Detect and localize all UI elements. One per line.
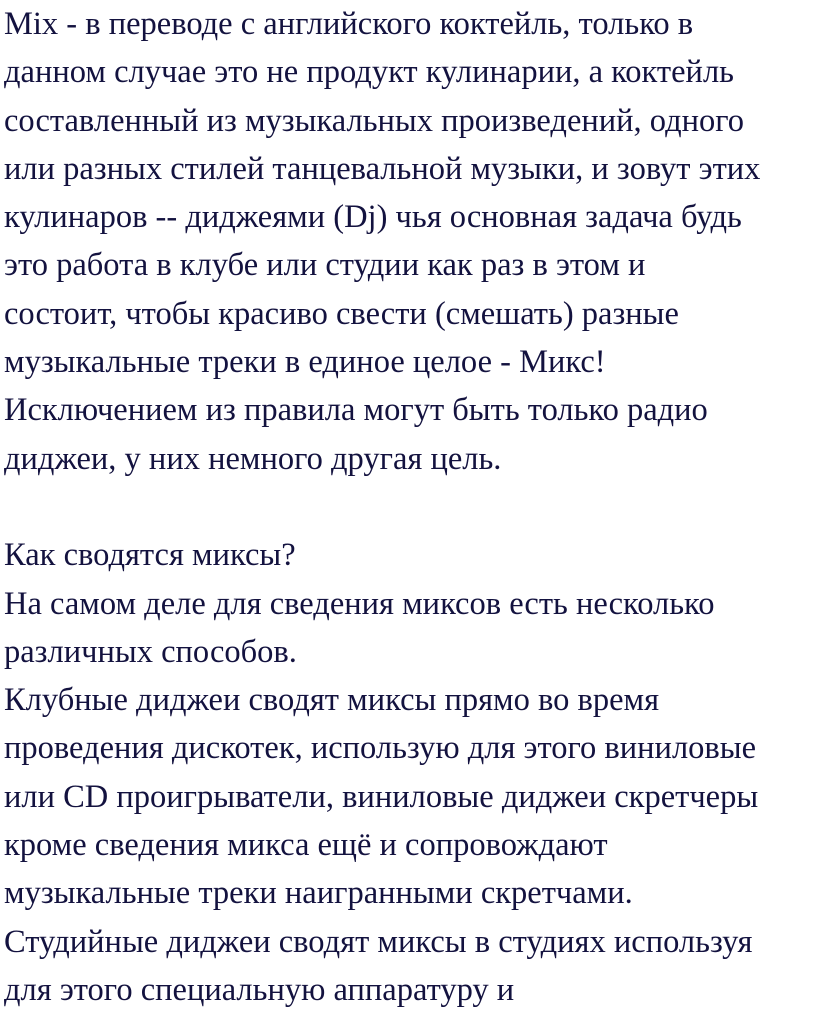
- text-line: Клубные диджеи сводят миксы прямо во время: [4, 682, 660, 719]
- text-line: для этого специальную аппаратуру и: [4, 971, 515, 1008]
- text-line: или CD проигрыватели, виниловые диджеи скретчеры: [4, 778, 759, 815]
- paragraph-spacer: [4, 483, 816, 531]
- text-line: состоит, чтобы красиво свести (смешать) разные: [4, 295, 679, 332]
- text-line: данном случае это не продукт кулинарии, а коктейль: [4, 54, 734, 91]
- document-body: [4, 0, 816, 1014]
- text-line: различных способов.: [4, 633, 297, 670]
- text-line: составленный из музыкальных произведений, одного: [4, 102, 745, 139]
- text-line: или разных стилей танцевальной музыки, и зовут этих: [4, 150, 761, 187]
- text-line: Как сводятся миксы?: [4, 537, 296, 574]
- text-line: Исключением из правила могут быть только радио: [4, 392, 708, 429]
- text-line: Mix - в переводе с английского коктейль, только в: [4, 6, 694, 42]
- text-line: это работа в клубе или студии как раз в этом и: [4, 247, 646, 284]
- text-line: диджеи, у них немного другая цель.: [4, 440, 502, 477]
- text-line: На самом деле для сведения миксов есть несколько: [4, 585, 715, 622]
- paragraph-mixing-methods: [4, 531, 816, 1014]
- text-line: музыкальные треки в единое целое - Микс!: [4, 344, 606, 381]
- text-line: кроме сведения микса ещё и сопровождают: [4, 827, 608, 864]
- text-line: проведения дискотек, использую для этого виниловые: [4, 730, 757, 767]
- text-line: Студийные диджеи сводят миксы в студиях используя: [4, 923, 753, 960]
- text-line: кулинаров -- диджеями (Dj) чья основная задача будь: [4, 199, 742, 236]
- text-line: музыкальные треки наигранными скретчами.: [4, 875, 633, 912]
- paragraph-intro: [4, 0, 816, 483]
